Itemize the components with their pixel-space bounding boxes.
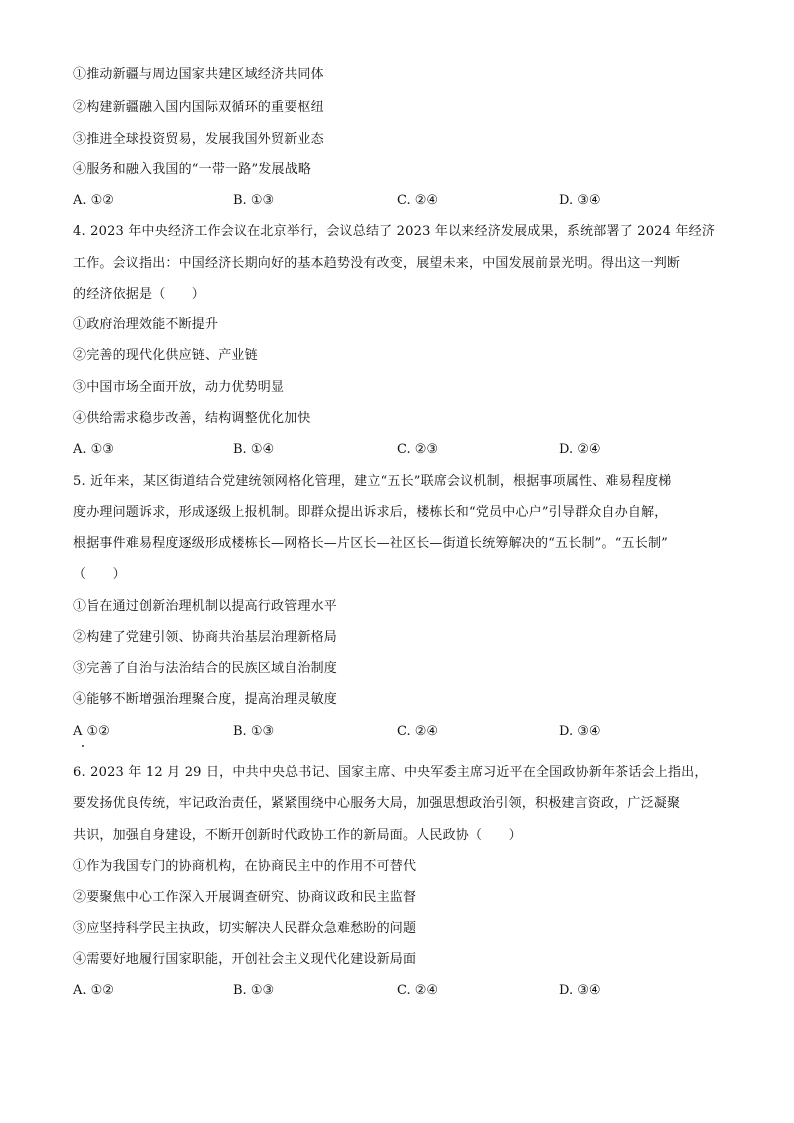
q4-option-a: A. ①③ (73, 442, 114, 457)
q4-option-b: B. ①④ (233, 442, 275, 457)
q4-stem-line-1: 4. 2023 年中央经济工作会议在北京举行，会议总结了 2023 年以来经济发展成果，系统部署了 2024 年经济 (73, 224, 716, 239)
q4-options (73, 441, 733, 459)
stray-dot (82, 745, 84, 747)
q5-stem-line-3: 根据事件难易程度逐级形成楼栋长—网格长—片区长—社区长—街道长统筹解决的“五长制”。“五长制” (73, 536, 668, 551)
q5-option-c: C. ②④ (397, 724, 439, 739)
q6-option-a: A. ①② (73, 983, 114, 998)
q4-item-1: ①政府治理效能不断提升 (73, 317, 219, 332)
q4-item-3: ③中国市场全面开放，动力优势明显 (73, 380, 285, 395)
q4-stem-line-2: 工作。会议指出：中国经济长期向好的基本趋势没有改变，展望未来，中国发展前景光明。得出这一判断 (73, 256, 681, 271)
q6-option-c: C. ②④ (397, 983, 439, 998)
q6-stem-line-1: 6. 2023 年 12 月 29 日，中共中央总书记、国家主席、中央军委主席习近平在全国政协新年茶话会上指出， (73, 765, 708, 780)
q3-options (73, 192, 733, 210)
q5-option-b: B. ①③ (233, 724, 275, 739)
q4-option-d: D. ②④ (559, 442, 601, 457)
q6-option-d: D. ③④ (559, 983, 601, 998)
q5-stem-line-1: 5. 近年来，某区街道结合党建统领网格化管理，建立“五长”联席会议机制，根据事项属性、难易程度梯 (73, 474, 672, 489)
q6-option-b: B. ①③ (233, 983, 275, 998)
q3-item-3: ③推进全球投资贸易，发展我国外贸新业态 (73, 132, 324, 147)
q4-item-4: ④供给需求稳步改善，结构调整优化加快 (73, 411, 311, 426)
q3-option-b: B. ①③ (233, 193, 275, 208)
q5-stem-line-2: 度办理问题诉求，形成逐级上报机制。即群众提出诉求后，楼栋长和“党员中心户”引导群众自办自解， (73, 505, 668, 520)
q4-stem-line-3: 的经济依据是（ ） (73, 287, 206, 302)
q5-stem-line-4: （ ） (73, 567, 126, 582)
q5-item-4: ④能够不断增强治理聚合度，提高治理灵敏度 (73, 692, 338, 707)
q6-stem-line-2: 要发扬优良传统，牢记政治责任，紧紧围绕中心服务大局，加强思想政治引领，积极建言资政，广泛凝聚 (73, 796, 681, 811)
q6-item-2: ②要聚焦中心工作深入开展调查研究、协商议政和民主监督 (73, 890, 417, 905)
q3-item-2: ②构建新疆融入国内国际双循环的重要枢纽 (73, 100, 324, 115)
q3-option-c: C. ②④ (397, 193, 439, 208)
q5-item-2: ②构建了党建引领、协商共治基层治理新格局 (73, 630, 338, 645)
q3-option-d: D. ③④ (559, 193, 601, 208)
q5-option-a: A ①② (73, 724, 110, 739)
q6-stem-line-3: 共识，加强自身建设，不断开创新时代政协工作的新局面。人民政协（ ） (73, 828, 522, 843)
q6-item-4: ④需要好地履行国家职能，开创社会主义现代化建设新局面 (73, 952, 417, 967)
q6-item-1: ①作为我国专门的协商机构，在协商民主中的作用不可替代 (73, 859, 417, 874)
q5-options (73, 723, 733, 741)
q3-item-1: ①推动新疆与周边国家共建区域经济共同体 (73, 67, 324, 82)
q4-item-2: ②完善的现代化供应链、产业链 (73, 348, 258, 363)
q3-option-a: A. ①② (73, 193, 114, 208)
q5-option-d: D. ③④ (559, 724, 601, 739)
q4-option-c: C. ②③ (397, 442, 439, 457)
q5-item-3: ③完善了自治与法治结合的民族区域自治制度 (73, 661, 338, 676)
q6-options (73, 982, 733, 1000)
q3-item-4: ④服务和融入我国的“一带一路”发展战略 (73, 162, 312, 177)
q5-item-1: ①旨在通过创新治理机制以提高行政管理水平 (73, 599, 338, 614)
q6-item-3: ③应坚持科学民主执政，切实解决人民群众急难愁盼的问题 (73, 921, 417, 936)
